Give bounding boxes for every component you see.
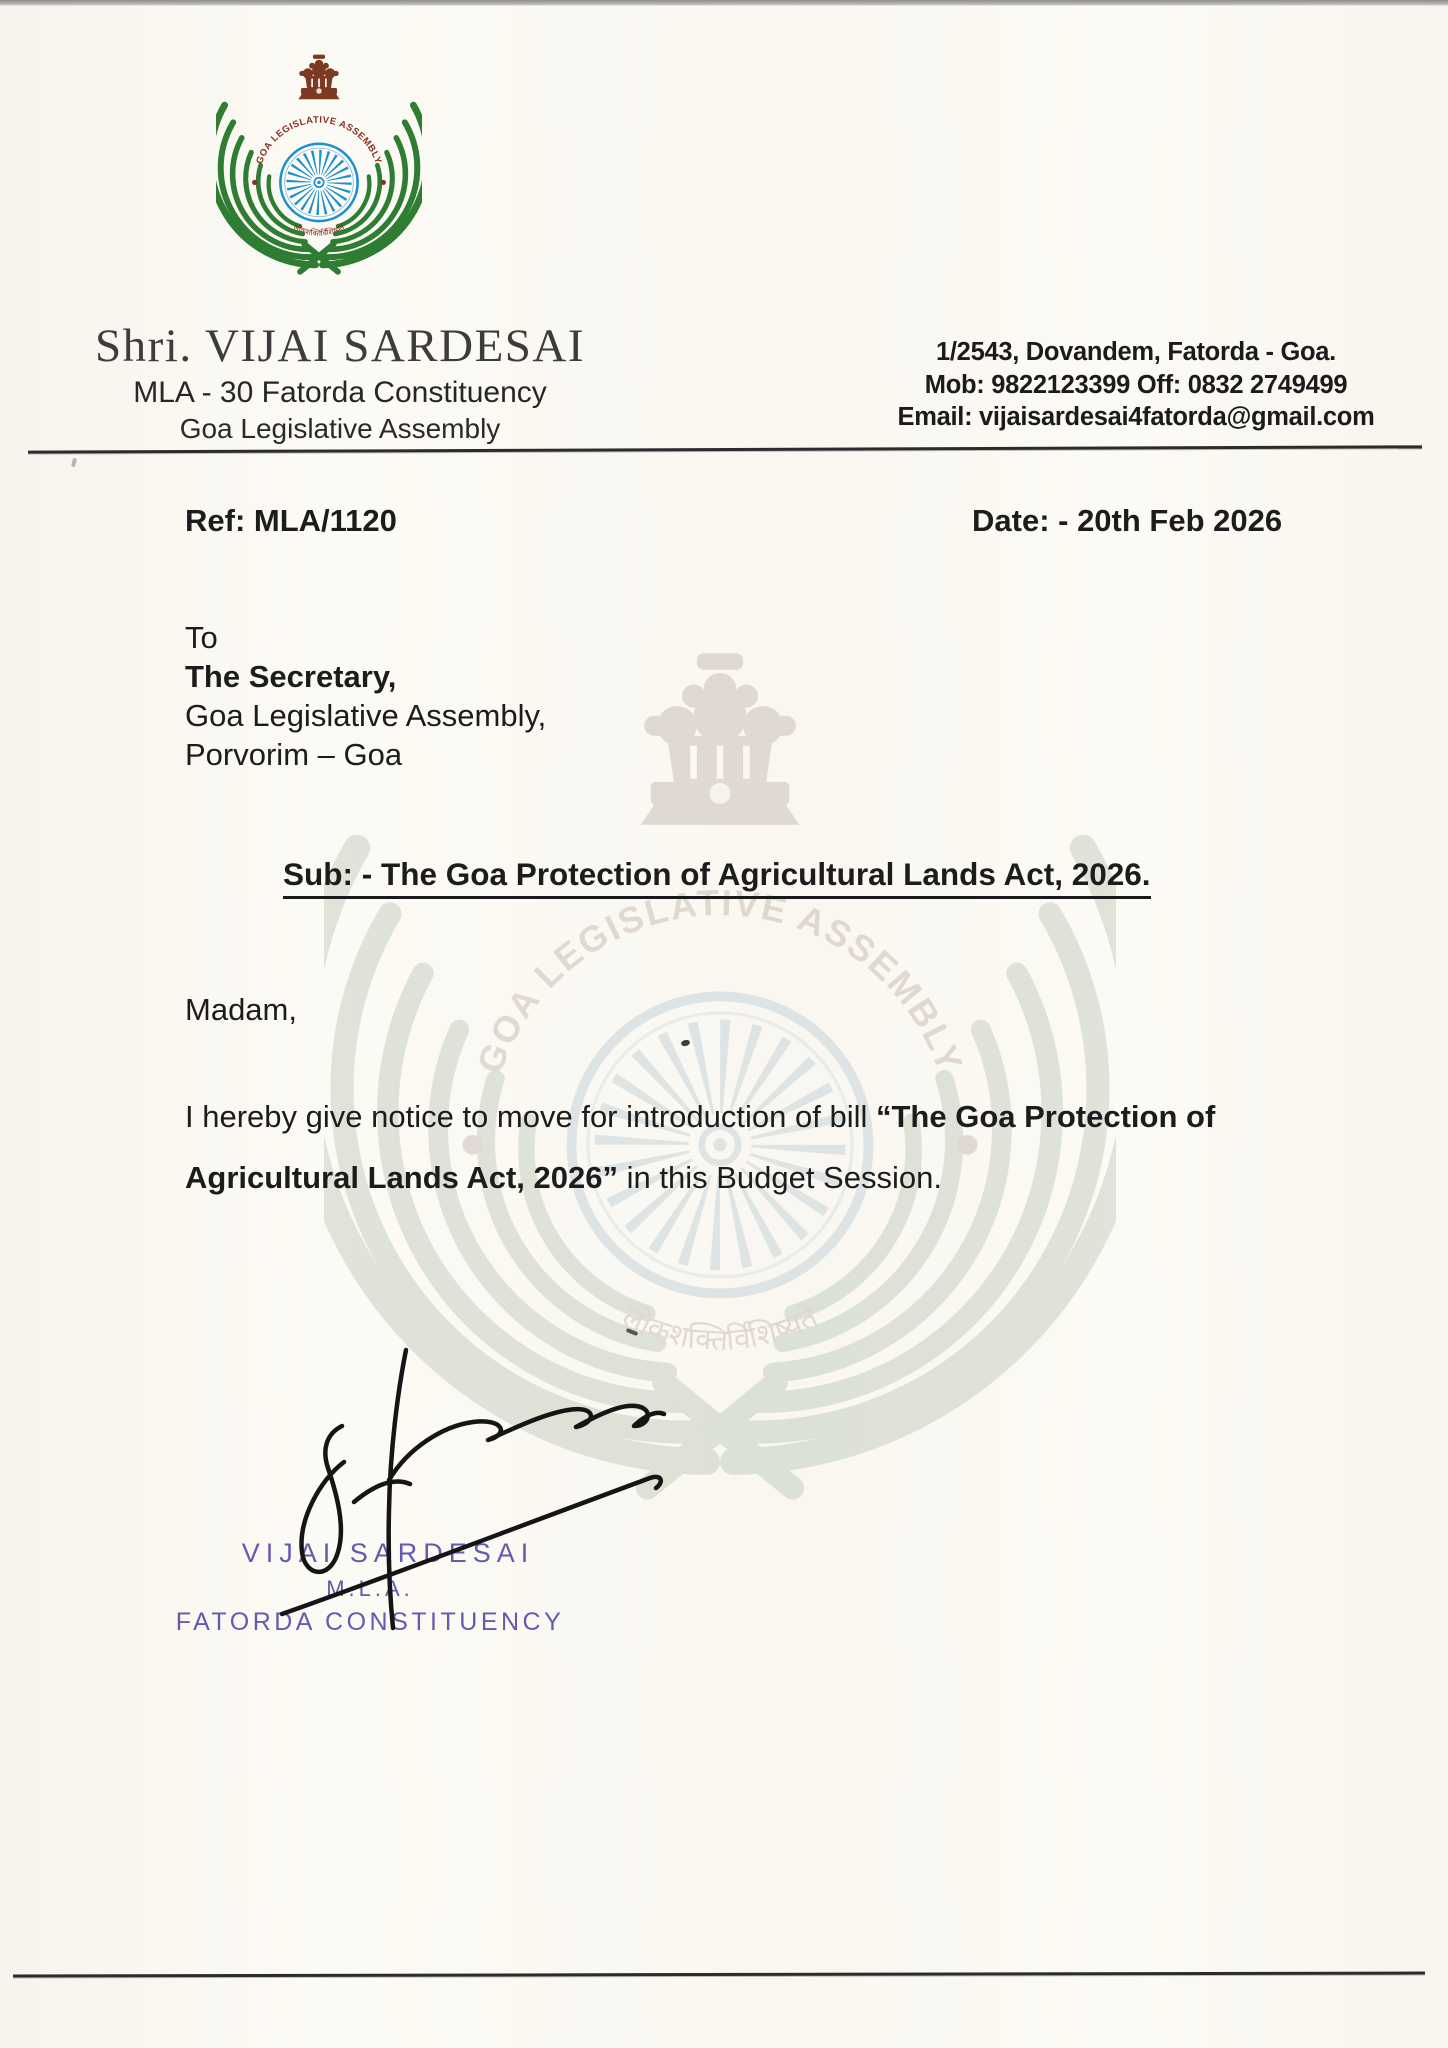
notice-text-suffix: in this Budget Session. [617,1160,942,1195]
letterhead-contact-block [888,336,1384,434]
stamp-constituency: FATORDA CONSTITUENCY [175,1608,565,1636]
recipient-block [185,618,546,774]
member-name: Shri. VIJAI SARDESAI [94,320,586,372]
scan-artifact-mark [71,458,77,468]
bill-title: “The Goa Protection of Agricultural Lands Act, 2026” [185,1099,1216,1195]
contact-phones: Mob: 9822123399 Off: 0832 2749499 [924,370,1348,399]
recipient-name: The Secretary, [185,659,397,694]
footer-divider-rule [13,1972,1425,1978]
handwritten-signature [258,1330,688,1650]
goa-assembly-emblem [216,52,422,282]
recipient-org: Goa Legislative Assembly, [185,698,547,733]
subject-line: Sub: - The Goa Protection of Agricultural Lands Act, 2026. [283,856,1151,899]
recipient-place: Porvorim – Goa [185,737,403,772]
ink-speck [680,1039,690,1047]
body-paragraph [185,1086,1335,1208]
member-designation: MLA - 30 Fatorda Constituency [133,376,547,409]
contact-address: 1/2543, Dovandem, Fatorda - Goa. [936,338,1336,366]
recipient-to: To [185,620,218,655]
notice-text-prefix: I hereby give notice to move for introduction of bill [185,1099,876,1134]
stamp-title: M.L.A. [326,1576,414,1601]
contact-email: Email: vijaisardesai4fatorda@gmail.com [897,403,1375,431]
letter-date: Date: - 20th Feb 2026 [972,503,1283,538]
member-organization: Goa Legislative Assembly [179,413,501,444]
letterhead-name-block [58,320,622,446]
stamp-name: VIJAI SARDESAI [241,1538,535,1568]
salutation: Madam, [185,992,297,1027]
reference-number: Ref: MLA/1120 [185,503,397,538]
header-divider-rule [28,445,1422,453]
scan-edge-artifact [0,0,1448,6]
